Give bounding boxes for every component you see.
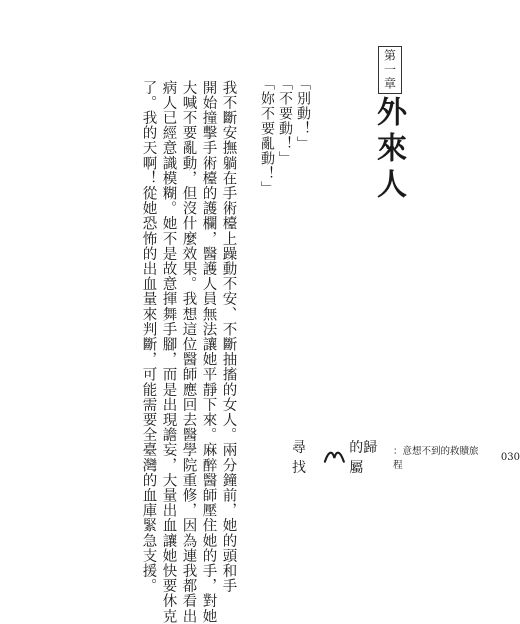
chapter-label: 第一章	[378, 46, 402, 94]
body-line-4: 病人已經意識模糊。她不是故意揮舞手腳，而是出現譫妄，大量出血讓她快要休克	[160, 80, 177, 624]
body-line-3: 大喊不要亂動，但沒什麼效果。我想這位醫師應回去醫學院重修，因為連我都看出	[180, 80, 197, 624]
footer-title-part-1: 尋找	[292, 440, 306, 476]
footer-title-part-2: 的歸屬	[349, 440, 378, 476]
dialogue-line-2: 「不要動！」	[277, 76, 293, 166]
dialogue-line-3: 「妳不要亂動！」	[259, 76, 275, 196]
page-number: 030	[500, 451, 520, 463]
book-logo-icon	[323, 448, 346, 466]
page-footer	[292, 437, 520, 477]
body-line-2: 開始撞擊手術檯的護欄，醫護人員無法讓她平靜下來。麻醉醫師壓住她的手，對她	[200, 80, 217, 624]
footer-subtitle: ：意想不到的救贖旅程	[392, 446, 479, 471]
body-line-1: 我不斷安撫躺在手術檯上躁動不安、不斷抽搐的女人。兩分鐘前，她的頭和手	[220, 80, 237, 594]
body-line-5: 了。我的天啊！從她恐怖的出血量來判斷，可能需要全臺灣的血庫緊急支援。	[140, 80, 157, 594]
dialogue-line-1: 「別動！」	[295, 76, 311, 151]
chapter-title: 外來人	[371, 96, 406, 204]
